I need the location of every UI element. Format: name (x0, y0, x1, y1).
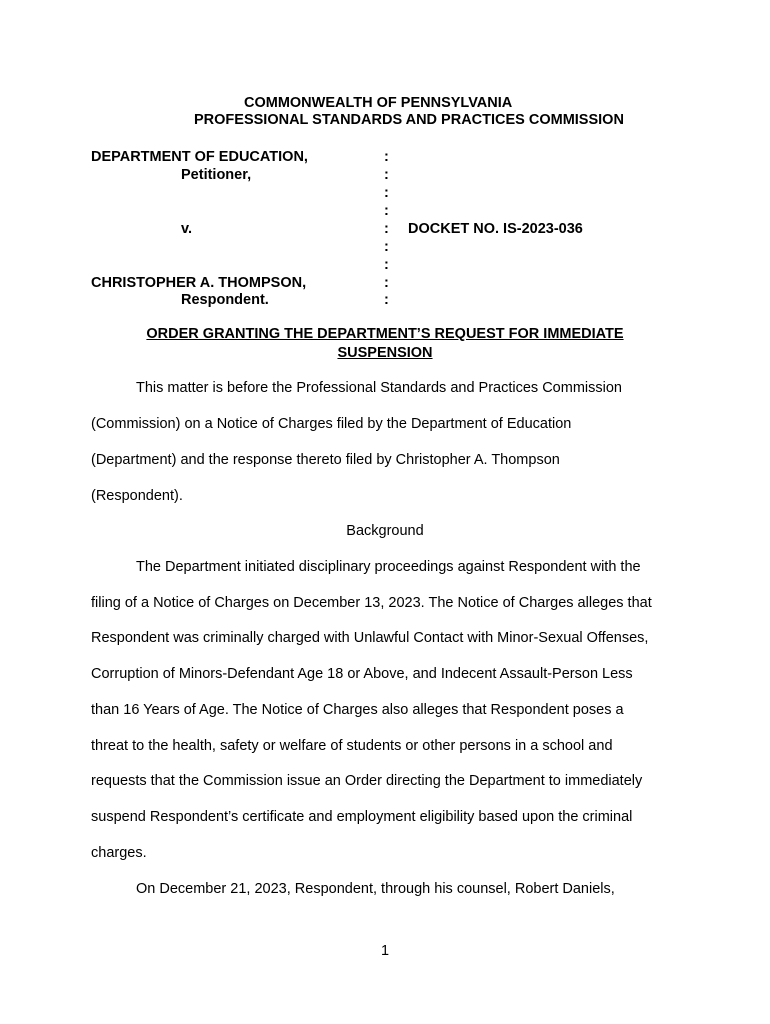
caption-colon: : (384, 239, 389, 255)
petitioner-role: Petitioner, (181, 167, 252, 183)
header-commission: PROFESSIONAL STANDARDS AND PRACTICES COMMISSION (194, 112, 624, 128)
page-number: 1 (380, 943, 390, 959)
respondent-role: Respondent. (181, 292, 269, 308)
caption-colon: : (384, 149, 389, 165)
caption-colon: : (384, 203, 389, 219)
background-line-7: requests that the Commission issue an Order directing the Department to immediately (91, 773, 643, 789)
intro-line-3: (Department) and the response thereto filed by Christopher A. Thompson (91, 452, 560, 468)
background-line-8: suspend Respondent’s certificate and employment eligibility based upon the criminal (91, 809, 633, 825)
next-paragraph-line: On December 21, 2023, Respondent, through his counsel, Robert Daniels, (136, 881, 615, 897)
background-line-6: threat to the health, safety or welfare of students or other persons in a school and (91, 738, 613, 754)
order-title-line-1: ORDER GRANTING THE DEPARTMENT’S REQUEST FOR IMMEDIATE (146, 326, 624, 342)
caption-colon: : (384, 221, 389, 237)
intro-line-2: (Commission) on a Notice of Charges filed by the Department of Education (91, 416, 572, 432)
header-commonwealth: COMMONWEALTH OF PENNSYLVANIA (244, 95, 513, 111)
docket-number: DOCKET NO. IS-2023-036 (408, 221, 583, 237)
caption-colon: : (384, 257, 389, 273)
background-line-1: The Department initiated disciplinary proceedings against Respondent with the (136, 559, 641, 575)
order-title-line-2: SUSPENSION (337, 345, 433, 361)
caption-colon: : (384, 167, 389, 183)
background-line-3: Respondent was criminally charged with Unlawful Contact with Minor-Sexual Offenses, (91, 630, 649, 646)
background-line-5: than 16 Years of Age. The Notice of Charges also alleges that Respondent poses a (91, 702, 624, 718)
caption-colon: : (384, 185, 389, 201)
versus-label: v. (181, 221, 193, 237)
background-line-2: filing of a Notice of Charges on December 13, 2023. The Notice of Charges alleges that (91, 595, 652, 611)
respondent-name: CHRISTOPHER A. THOMPSON, (91, 275, 307, 291)
intro-line-1: This matter is before the Professional Standards and Practices Commission (136, 380, 622, 396)
background-heading: Background (346, 523, 424, 539)
caption-colon: : (384, 275, 389, 291)
caption-colon: : (384, 292, 389, 308)
petitioner-name: DEPARTMENT OF EDUCATION, (91, 149, 308, 165)
intro-line-4: (Respondent). (91, 488, 183, 504)
background-line-9: charges. (91, 845, 147, 861)
background-line-4: Corruption of Minors-Defendant Age 18 or Above, and Indecent Assault-Person Less (91, 666, 633, 682)
